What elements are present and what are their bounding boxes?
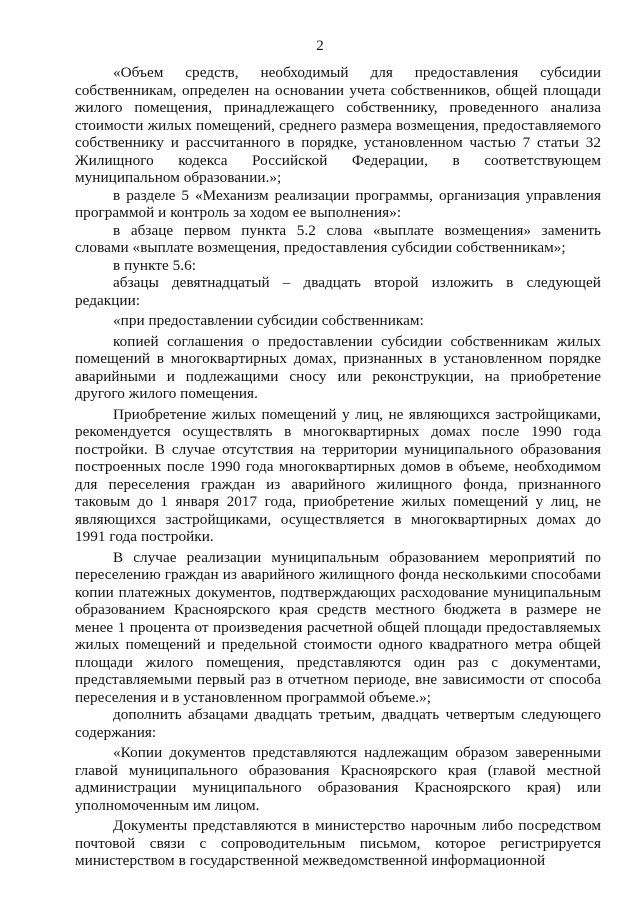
paragraph-point-5-2: в абзаце первом пункта 5.2 слова «выплате возмещения» заменить словами «выплате возмещения, предоставления субсидии собственникам»; [75,221,601,256]
paragraph-subsidy-volume: «Объем средств, необходимый для предоставления субсидии собственникам, определен на основании учета собственников, общей площади жилого помещения, принадлежащего собственнику, проведенного анализа стоимости жилых помещений, среднего размера возмещения, предоставляемого собственнику и рассчитанного в порядке, установленном частью 7 статьи 32 Жилищного кодекса Российской Федерации, в соответствующем муниципальном образовании.»; [75,64,601,186]
paragraph-payment-documents: В случае реализации муниципальным образованием мероприятий по переселению граждан из аварийного жилищного фонда несколькими способами копии платежных документов, подтверждающих расходование муниципальным образованием Красноярского края средств местного бюджета в размере не менее 1 процента от произведения расчетной общей площади предоставляемых жилых помещений и предельной стоимости одного квадратного метра общей площади жилого помещения, представляются один раз с документами, представляемыми первый раз в отчетном периоде, вне зависимости от способа переселения и в установленном программой объеме.»; [75,548,601,706]
paragraph-subsidy-heading: «при предоставлении субсидии собственникам: [113,312,424,329]
paragraph-section-5: в разделе 5 «Механизм реализации программы, организация управления программой и контроль за ходом ее выполнения»: [75,186,601,221]
paragraph-delivery: Документы представляются в министерство нарочным либо посредством почтовой связи с сопроводительным письмом, которое регистрируется министерством в государственной межведомственной информационной [75,817,601,869]
paragraph-point-5-6: в пункте 5.6: [113,256,197,274]
paragraph-certified-copies: «Копии документов представляются надлежащим образом заверенными главой муниципального образования Красноярского края (главой местной администрации муниципального образования Красноярского края) или уполномоченным им лицом. [75,744,601,814]
page-number: 2 [316,38,324,54]
paragraph-add-23-24: дополнить абзацами двадцать третьим, двадцать четвертым следующего содержания: [75,706,601,741]
document-body [75,64,601,870]
paragraph-agreement-copy: копией соглашения о предоставлении субсидии собственникам жилых помещений в многоквартирных домах, признанных в установленном порядке аварийными и подлежащими сносу или реконструкции, на приобретение другого жилого помещения. [75,332,601,402]
paragraph-amend-19-22: абзацы девятнадцатый – двадцать второй изложить в следующей редакции: [75,274,601,309]
paragraph-purchase-rules: Приобретение жилых помещений у лиц, не являющихся застройщиками, рекомендуется осуществлять в многоквартирных домах после 1990 года постройки. В случае отсутствия на территории муниципального образования построенных после 1990 года многоквартирных домов в объеме, необходимом для переселения граждан из аварийного жилищного фонда, признанного таковым до 1 января 2017 года, приобретение жилых помещений у лиц, не являющихся застройщиками, осуществляется в многоквартирных домах до 1991 года постройки. [75,405,601,545]
